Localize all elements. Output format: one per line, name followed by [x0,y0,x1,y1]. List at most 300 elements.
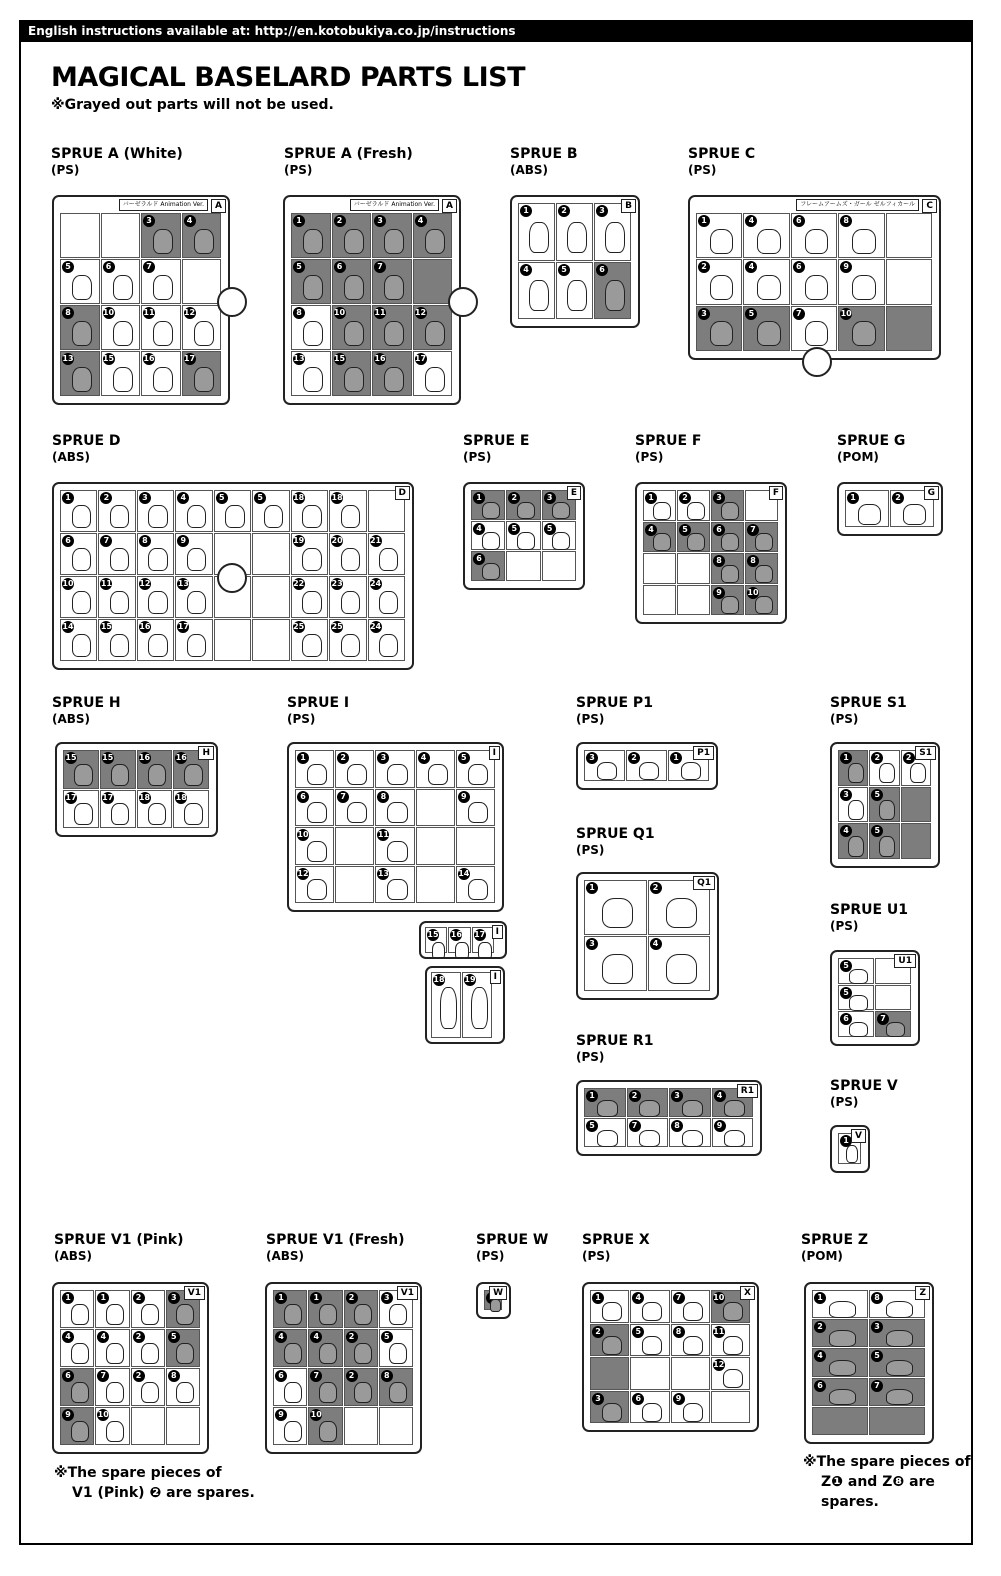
part-number-badge: 1 [520,205,532,217]
part-cell [743,213,789,258]
sprue-heading-r1 [576,1033,653,1064]
sprue-heading-s1 [830,695,907,726]
runner-gate-icon [217,287,247,317]
part-number-badge: 23 [331,579,343,588]
part-outline-icon [886,1022,905,1037]
part-number-badge: 1 [293,215,305,227]
part-number-badge: 1 [840,752,852,764]
part-outline-icon [141,1382,159,1404]
part-number-badge: 5 [381,1331,393,1343]
sprue-name: SPRUE U1 [830,902,909,918]
sprue-heading-e [463,433,530,464]
part-outline-icon [284,1304,302,1326]
part-cell [291,576,328,618]
part-outline-icon [72,548,91,572]
part-cell-unused [869,1378,925,1406]
sprue-material: (PS) [582,1249,611,1263]
part-number-badge: 17 [102,792,114,802]
runner-gate-icon [802,347,832,377]
sprue-heading-q1 [576,826,655,857]
part-outline-icon [307,879,327,900]
part-cell [542,521,576,551]
part-outline-icon [642,1336,662,1355]
z-spare-note-line3: spares. [821,1494,879,1510]
part-cell [100,790,136,829]
part-number-badge: 8 [713,555,725,567]
part-number-badge: 5 [62,261,74,273]
part-cell [416,827,455,865]
part-cell-unused [60,351,100,396]
sprue-heading-p1 [576,695,653,726]
part-cell [711,1391,750,1424]
part-number-badge: 2 [650,882,662,894]
part-outline-icon [111,803,130,825]
part-outline-icon [113,275,133,300]
sprue-heading-g [837,433,905,464]
part-number-badge: 1 [62,492,74,504]
part-number-badge: 5 [293,261,305,273]
part-cell [166,1407,200,1445]
part-outline-icon [805,229,828,254]
sprue-material: (PS) [635,450,664,464]
part-cell [416,866,455,904]
part-number-badge: 2 [346,1292,358,1304]
part-outline-icon [307,841,327,862]
part-number-badge: 5 [745,308,757,320]
part-number-badge: 6 [596,264,608,276]
sprue-frame-v1_fresh [265,1282,422,1454]
part-outline-icon [384,275,404,300]
part-number-badge: 16 [138,753,151,762]
part-outline-icon [710,275,733,300]
part-cell-unused [711,553,744,584]
part-number-badge: 1 [310,1292,322,1304]
part-cell [671,1357,710,1390]
sprue-tag-label: X [740,1286,755,1300]
part-cell-unused [506,490,540,520]
sprue-tag-label: H [198,746,214,760]
part-outline-icon [153,321,173,346]
sprue-tag-label: A [211,199,226,213]
part-number-badge: 4 [275,1331,287,1343]
part-number-badge: 12 [414,308,427,317]
part-cell [677,585,710,616]
part-cell [648,936,711,991]
part-cell [886,213,932,258]
part-number-badge: 10 [102,308,115,317]
part-cell [671,1290,710,1323]
part-outline-icon [683,1302,703,1321]
part-number-badge: 4 [714,1090,726,1102]
part-outline-icon [602,954,633,984]
part-cell [95,1329,129,1367]
part-cell [630,1324,669,1357]
part-cell [60,259,100,304]
part-outline-icon [721,502,738,520]
page-subtitle: ※Grayed out parts will not be used. [51,97,334,113]
part-cell-unused [838,306,884,351]
part-outline-icon [517,532,535,549]
part-cell-unused [332,305,372,350]
sprue-frame-w [476,1282,511,1319]
part-outline-icon [106,1382,124,1404]
part-number-badge: 17 [183,354,196,363]
part-outline-icon [284,1382,302,1404]
part-outline-icon [71,1421,89,1443]
part-cell [448,927,470,953]
part-number-badge: 4 [418,752,430,764]
part-outline-icon [529,280,548,311]
sprue-frame-v [830,1125,870,1173]
sprue-frame-f [635,482,787,624]
part-number-badge: 2 [892,492,904,504]
part-outline-icon [710,229,733,254]
part-number-badge: 8 [747,555,759,567]
part-cell-unused [838,750,868,786]
part-number-badge: 16 [450,930,462,939]
part-cell-unused [182,351,222,396]
part-cell-unused [379,1368,413,1406]
part-cell [791,213,837,258]
part-cell [141,259,181,304]
part-cell [627,1118,669,1147]
part-number-badge: 8 [377,791,389,803]
part-outline-icon [829,1389,857,1406]
part-cell [669,1118,711,1147]
part-cell [252,533,289,575]
part-cell [252,576,289,618]
part-cell [456,866,495,904]
part-outline-icon [387,879,407,900]
part-number-badge: 3 [586,938,598,950]
sprue-header-label: バーゼラルド Animation Ver. [350,199,439,211]
part-outline-icon [302,591,321,615]
part-number-badge: 1 [847,492,859,504]
part-outline-icon [721,565,738,583]
sprue-tag-label: V [851,1129,866,1143]
part-cell [368,533,405,575]
sprue-frame-u1 [830,950,920,1046]
sprue-name: SPRUE X [582,1232,650,1248]
part-cell [137,490,174,532]
part-cell [375,750,414,788]
part-outline-icon [687,533,704,551]
sprue-heading-z [801,1232,868,1263]
part-cell [838,1011,874,1037]
part-outline-icon [432,942,446,959]
sprue-heading-f [635,433,702,464]
part-outline-icon [848,800,864,820]
part-cell [335,827,374,865]
part-outline-icon [829,1360,857,1377]
sprue-frame-a_white [52,195,230,405]
part-cell [791,259,837,304]
part-outline-icon [567,222,586,253]
sprue-name: SPRUE H [52,695,121,711]
sprue-material: (PS) [576,843,605,857]
part-cell [60,490,97,532]
part-outline-icon [379,591,398,615]
part-number-badge: 6 [632,1393,644,1405]
part-outline-icon [341,548,360,572]
part-cell-unused [372,213,412,258]
part-outline-icon [148,634,167,658]
sprue-name: SPRUE W [476,1232,549,1248]
part-outline-icon [602,898,633,928]
part-number-badge: 5 [679,524,691,536]
part-outline-icon [354,1343,372,1365]
part-number-badge: 14 [62,622,74,631]
part-number-badge: 2 [814,1321,826,1333]
part-outline-icon [341,591,360,615]
part-number-badge: 4 [745,261,757,273]
sprue-heading-u1 [830,902,908,933]
sprue-tag-label: U1 [894,954,916,968]
part-cell-unused [413,259,453,304]
part-outline-icon [468,879,488,900]
part-cell [542,551,576,581]
part-number-badge: 4 [745,215,757,227]
sprue-heading-a_fresh [284,146,413,177]
part-number-badge: 6 [103,261,115,273]
part-number-badge: 7 [793,308,805,320]
part-cell [273,1368,307,1406]
sprue-frame-x [582,1282,759,1432]
part-number-badge: 6 [793,261,805,273]
part-cell [252,490,289,532]
part-cell [643,553,676,584]
part-cell [711,1357,750,1390]
sprue-name: SPRUE Z [801,1232,869,1248]
part-number-badge: 3 [168,1292,180,1304]
sprue-tag-label: B [621,199,636,213]
part-number-badge: 10 [297,830,309,839]
part-number-badge: 4 [520,264,532,276]
part-number-badge: 7 [877,1013,889,1025]
part-outline-icon [666,898,697,928]
part-outline-icon [597,1100,618,1117]
part-cell [175,533,212,575]
part-outline-icon [319,1421,337,1443]
part-outline-icon [307,802,327,823]
sprue-header-label: フレームアームズ・ガール ゼルフィカール [796,199,919,211]
part-outline-icon [302,634,321,658]
part-cell-unused [696,306,742,351]
sprue-material: (PS) [830,919,859,933]
part-number-badge: 5 [840,960,852,972]
part-number-badge: 2 [629,1090,641,1102]
part-outline-icon [184,764,203,786]
part-outline-icon [194,229,214,254]
sprue-tag-label: F [769,486,783,500]
part-cell [886,259,932,304]
part-outline-icon [602,1302,622,1321]
part-number-badge: 3 [381,1292,393,1304]
part-number-badge: 8 [168,1370,180,1382]
part-number-badge: 15 [102,753,114,762]
part-outline-icon [141,1343,159,1365]
part-number-badge: 4 [650,938,662,950]
part-outline-icon [354,1304,372,1326]
part-outline-icon [74,803,93,825]
sprue-tag-label: G [924,486,939,500]
part-outline-icon [757,275,780,300]
part-outline-icon [478,942,492,959]
part-number-badge: 6 [840,1013,852,1025]
part-outline-icon [517,502,535,519]
sprue-tag-label: S1 [915,746,936,760]
part-cell [838,958,874,984]
part-cell [329,490,366,532]
part-outline-icon [849,995,868,1010]
part-cell [712,1118,754,1147]
sprue-heading-i [287,695,349,726]
part-number-badge: 18 [331,493,343,502]
sprue-name: SPRUE Q1 [576,826,655,842]
part-number-badge: 11 [713,1326,725,1336]
part-number-badge: 6 [814,1380,826,1392]
runner-gate-icon [217,563,247,593]
part-number-badge: 2 [133,1292,145,1304]
part-outline-icon [319,1304,337,1326]
part-cell-unused [332,213,372,258]
part-number-badge: 6 [334,261,346,273]
part-cell-unused [711,585,744,616]
part-cell [295,827,334,865]
part-cell [273,1407,307,1445]
part-cell [791,306,837,351]
part-cell [329,619,366,661]
part-outline-icon [319,1343,337,1365]
part-cell [60,213,100,258]
part-outline-icon [529,222,548,253]
part-cell-unused [372,305,412,350]
part-number-badge: 10 [97,1410,109,1419]
part-outline-icon [846,1145,859,1163]
part-outline-icon [721,596,738,614]
part-number-badge: 10 [713,1293,725,1302]
sprue-material: (PS) [476,1249,505,1263]
part-number-badge: 25 [331,622,343,631]
sprue-tag-label: P1 [693,746,714,760]
part-number-badge: 16 [175,753,187,762]
part-outline-icon [639,762,660,780]
part-number-badge: 17 [414,354,427,363]
part-outline-icon [71,1343,89,1365]
part-number-badge: 2 [337,752,349,764]
part-cell [696,259,742,304]
part-number-badge: 3 [596,205,608,217]
part-cell [375,827,414,865]
part-outline-icon [384,367,404,392]
part-number-badge: 2 [133,1370,145,1382]
part-cell [60,1290,94,1328]
part-number-badge: 13 [377,868,389,878]
part-outline-icon [347,802,367,823]
part-outline-icon [425,367,445,392]
part-cell-unused [413,213,453,258]
part-number-badge: 4 [632,1292,644,1304]
part-number-badge: 2 [558,205,570,217]
part-cell [556,203,593,261]
part-number-badge: 4 [840,825,852,837]
sprue-name: SPRUE D [52,433,121,449]
part-number-badge: 11 [377,830,389,839]
part-cell [630,1357,669,1390]
part-cell [845,490,889,527]
part-cell-unused [471,551,505,581]
part-cell-unused [901,787,931,823]
part-cell-unused [869,787,899,823]
part-cell [214,490,251,532]
part-outline-icon [303,367,323,392]
part-cell-unused [643,522,676,553]
sprue-heading-d [52,433,121,464]
part-cell [462,972,492,1038]
part-outline-icon [886,1360,914,1377]
part-number-badge: 12 [297,868,309,878]
sprue-name: SPRUE I [287,695,350,711]
part-cell [643,490,676,521]
part-number-badge: 4 [310,1331,322,1343]
sprue-frame-p1 [576,742,718,790]
part-number-badge: 1 [275,1292,287,1304]
sprue-frame-i [287,742,504,912]
part-outline-icon [886,1389,914,1406]
part-outline-icon [302,548,321,572]
sprue-frame-q1 [576,872,719,1000]
part-outline-icon [148,764,167,786]
part-outline-icon [153,367,173,392]
part-number-badge: 1 [814,1292,826,1304]
part-outline-icon [682,1100,703,1117]
part-cell-unused [60,305,100,350]
part-cell [344,1407,378,1445]
part-outline-icon [387,802,407,823]
part-cell [375,789,414,827]
part-outline-icon [852,321,875,346]
part-cell [291,533,328,575]
sprue-tag-label: V1 [397,1286,418,1300]
part-cell-unused [812,1378,868,1406]
part-outline-icon [482,502,500,519]
part-outline-icon [428,764,448,785]
part-number-badge: 6 [713,524,725,536]
part-cell-unused [745,522,778,553]
part-outline-icon [319,1382,337,1404]
part-cell [98,619,135,661]
part-outline-icon [425,321,445,346]
part-outline-icon [653,533,670,551]
sprue-material: (PS) [284,163,313,177]
part-cell-unused [869,1348,925,1376]
part-outline-icon [602,1403,622,1422]
part-outline-icon [176,1304,194,1326]
part-number-badge: 20 [331,536,343,545]
part-outline-icon [724,1130,745,1147]
part-number-badge: 5 [871,789,883,801]
sprue-tag-label: V1 [184,1286,205,1300]
part-number-badge: 3 [840,789,852,801]
part-cell-unused [812,1319,868,1347]
part-number-badge: 7 [143,261,155,273]
sprue-name: SPRUE R1 [576,1033,654,1049]
part-cell-unused [886,306,932,351]
sprue-tag-label: Z [915,1286,930,1300]
sprue-tag-label: I [492,925,503,939]
part-cell [101,305,141,350]
sprue-frame-b [510,195,640,328]
